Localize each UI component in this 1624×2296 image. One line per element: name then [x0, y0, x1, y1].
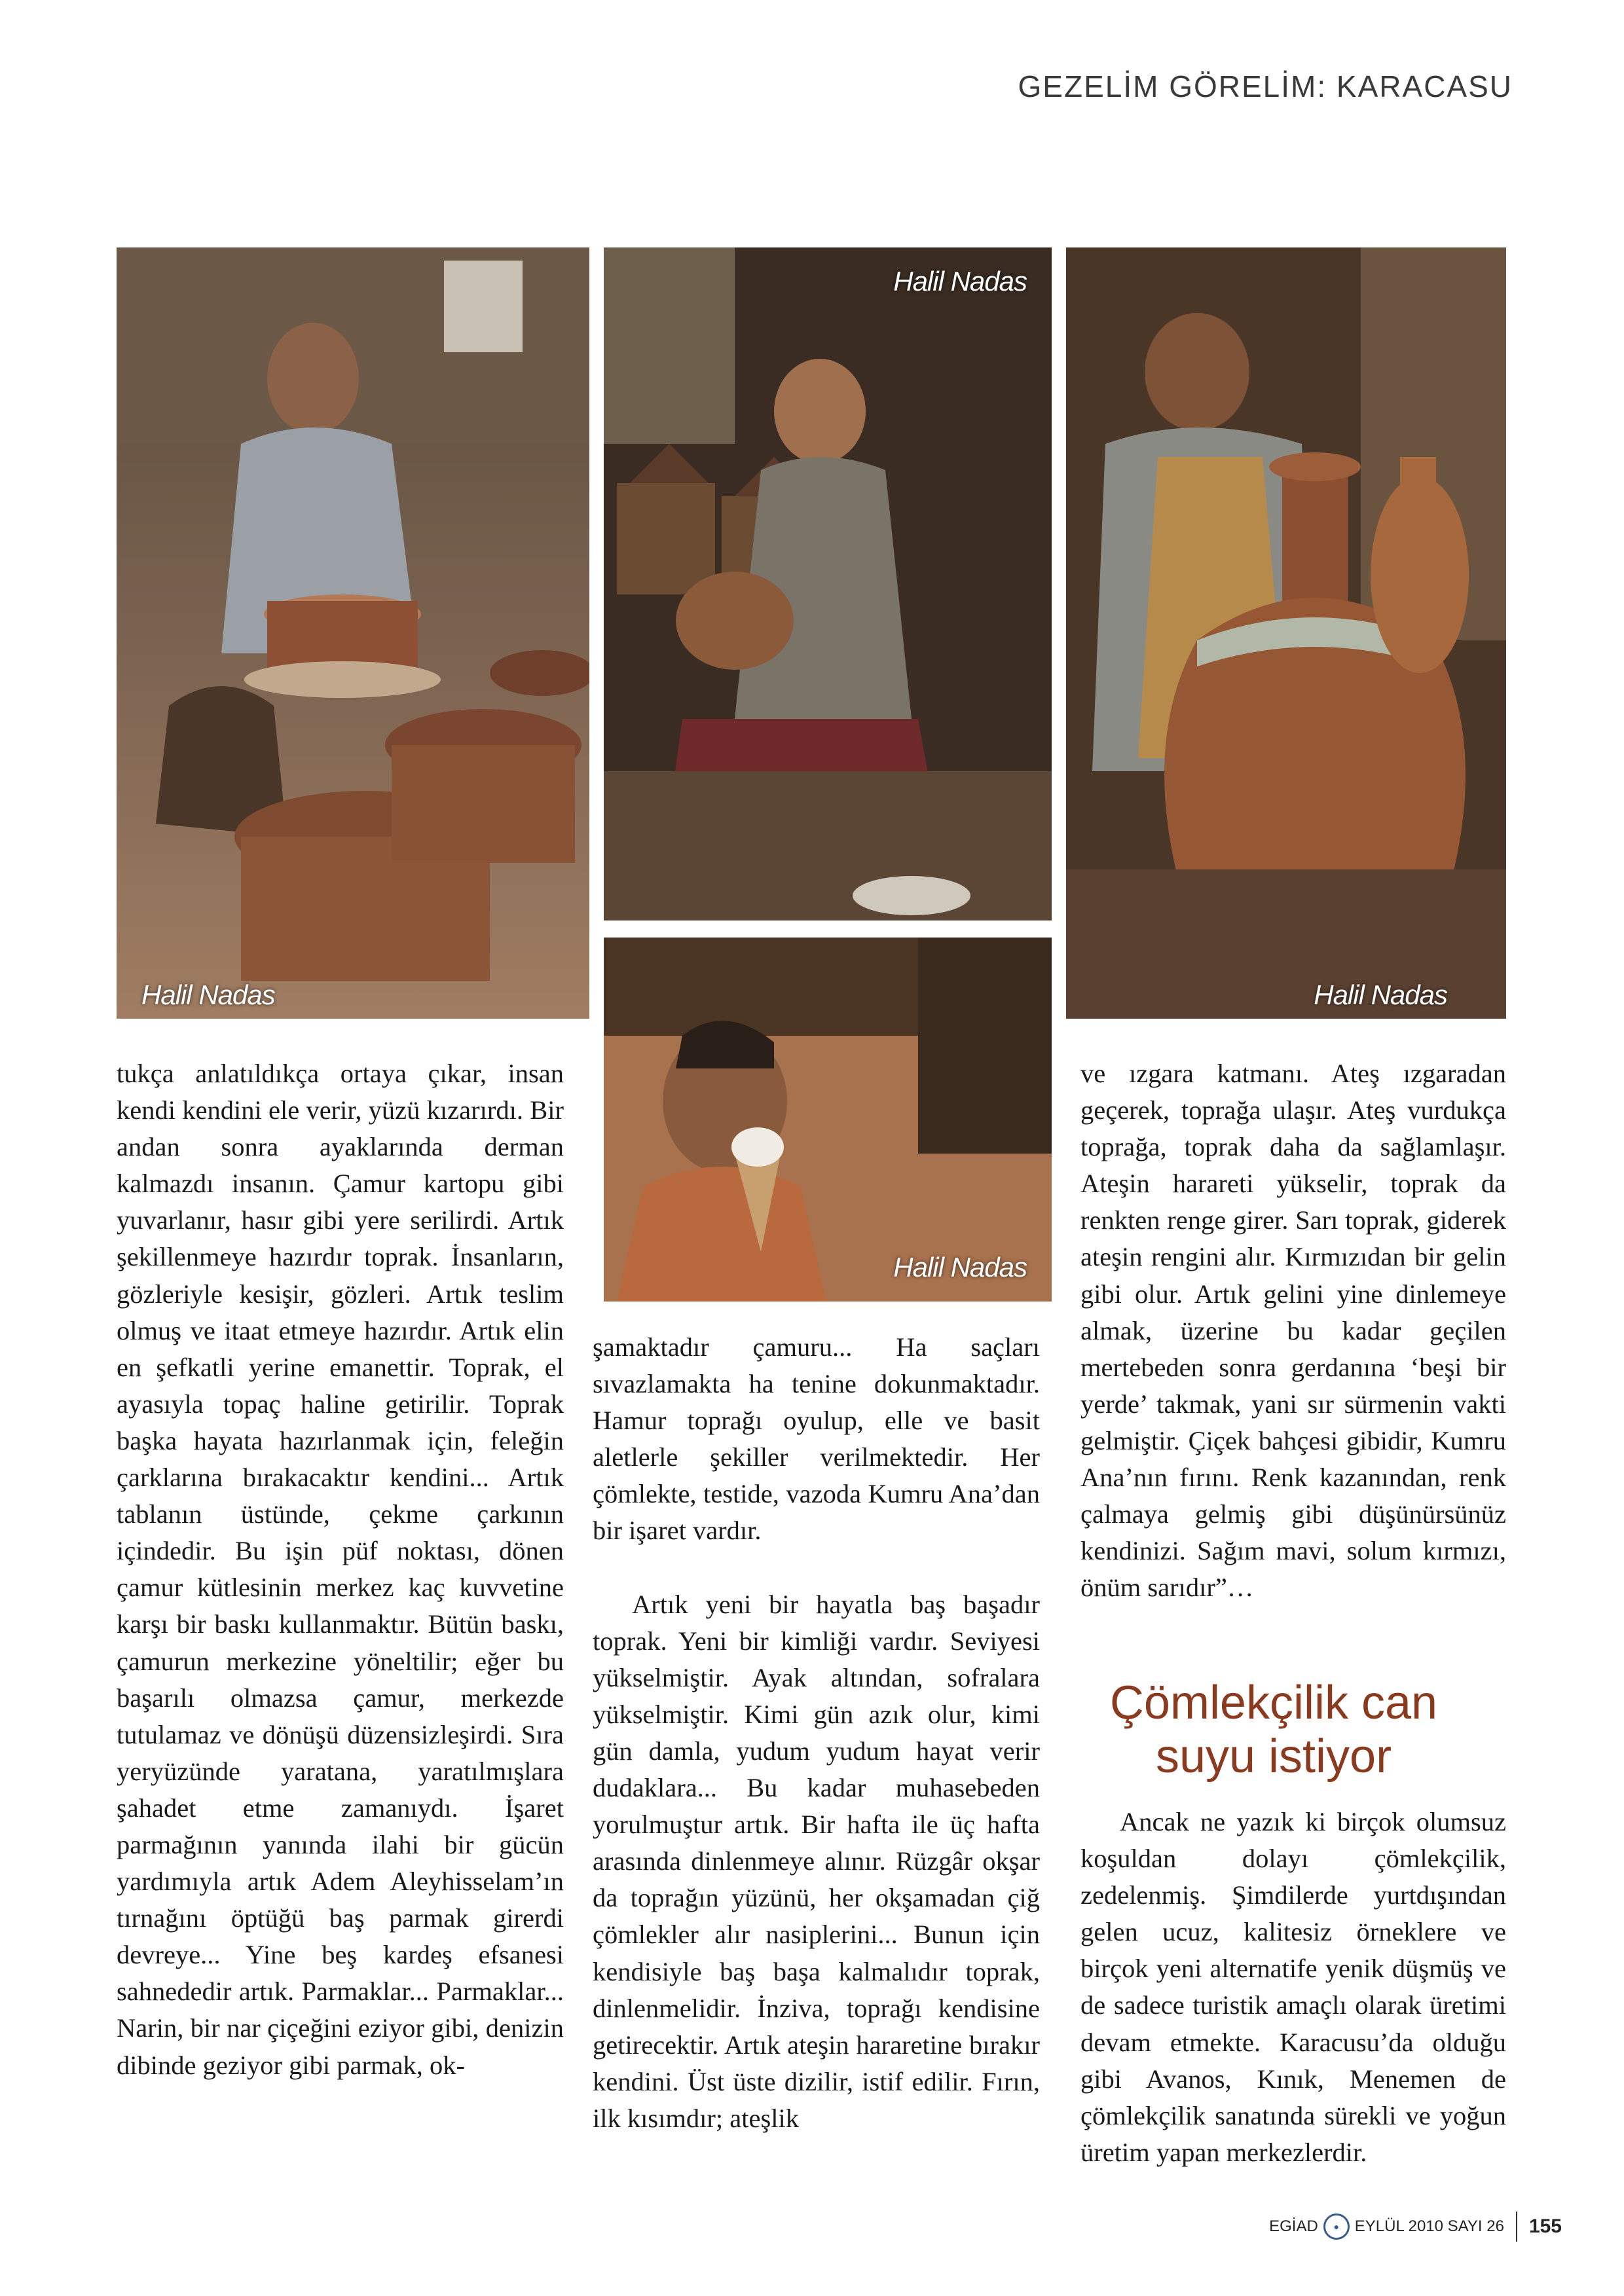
magazine-logo-icon: ●	[1323, 2214, 1350, 2240]
page-footer	[1269, 2212, 1562, 2242]
article-column-2	[593, 1329, 1040, 2137]
photo-credit: Halil Nadas	[893, 1252, 1027, 1283]
subheading-line-2: suyu istiyor	[1155, 1730, 1392, 1783]
article-column-1	[117, 1055, 564, 2084]
page-number: 155	[1528, 2215, 1562, 2237]
section-title: GEZELİM GÖRELİM: KARACASU	[1018, 69, 1513, 103]
article-paragraph: tukça anlatıldıkça ortaya çıkar, insan kendi kendini ele verir, yüzü kızarırdı. Bir andan sonra ayaklarında derman kalmazdı insanın. Çamur kartopu gibi yuvarlanır, hasır gibi yere serilirdi. Artık şekillenmeye hazırdır toprak. İnsanların, gözleriyle kesişir, gözleri. Artık teslim olmuş ve itaat etmeye hazırdır. Artık elin en şefkatli yerine emanettir. Toprak, el ayasıyla topaç haline getirilir. Toprak başka hayata hazırlanmak için, feleğin çarklarına bırakacaktır kendini... Artık tablanın üstünde, çekme çarkının içindedir. Bu işin püf noktası, dönen çamur kütlesinin merkez kaç kuvvetine karşı bir baskı kullanmaktır. Bütün baskı, çamurun merkezine yöneltilir; eğer bu başarılı olmazsa çamur, merkezde tutulamaz ve dönüşü düzensizleşirdi. Sıra yeryüzünde yaratana, yaratılmışlara şahadet etme zamanıydı. İşaret parmağının yanında ilahi bir gücün yardımıyla artık Adem Aleyhisselam’ın tırnağını öptüğü baş parmak girerdi devreye... Yine beş kardeş efsanesi sahnededir artık. Parmaklar... Parmaklar... Narin, bir nar çiçeğini eziyor gibi, denizin dibinde geziyor gibi parmak, ok-	[117, 1059, 564, 2080]
issue-label: EYLÜL 2010 SAYI 26	[1354, 2217, 1504, 2235]
article-paragraph: Ancak ne yazık ki birçok olumsuz koşuldan dolayı çömlekçilik, zedelenmiş. Şimdilerde yurtdışından gelen ucuz, kalitesiz örneklere ve birçok yeni alternatife yenik düşmüş ve de sadece turistik amaçlı olarak üretimi devam etmekte. Karacusu’da olduğu gibi Avanos, Kınık, Menemen de çömlekçilik sanatında sürekli ve yoğun üretim yapan merkezlerdir.	[1080, 1807, 1506, 2167]
photo-woman-pottery	[604, 247, 1052, 920]
photo-credit: Halil Nadas	[1314, 979, 1447, 1010]
subheading-line-1: Çömlekçilik can	[1109, 1677, 1438, 1729]
article-paragraph: ve ızgara katmanı. Ateş ızgaradan geçerek, toprağa ulaşır. Ateş vurdukça toprağa, toprak daha da sağlamlaşır. Ateşin harareti yükselir, toprak da renkten renge girer. Sarı toprak, giderek ateşin rengini alır. Kırmızıdan bir gelin gibi olur. Artık gelini yine dinlemeye almak, üzerine bu kadar geçilen mertebeden sonra gerdanına ‘beşi bir yerde’ takmak, yani sır sürmenin vakti gelmiştir. Çiçek bahçesi gibidir, Kumru Ana’nın fırını. Renk kazanından, renk çalmaya gelmiş gibi düşünürsünüz kendinizi. Sağım mavi, solum kırmızı, önüm sarıdır”…	[1080, 1059, 1506, 1603]
article-column-3	[1080, 1055, 1506, 1606]
photo-credit: Halil Nadas	[893, 266, 1027, 297]
magazine-name: EGİAD	[1269, 2217, 1318, 2235]
article-column-3-lower	[1080, 1804, 1506, 2171]
photo-potter-jar	[1066, 247, 1506, 1019]
photo-potter-wheel	[117, 247, 589, 1019]
footer-divider	[1516, 2212, 1517, 2242]
article-paragraph: şamaktadır çamuru... Ha saçları sıvazlamakta ha tenine dokunmaktadır. Hamur toprağı oyulup, elle ve basit aletlerle şekiller verilmektedir. Her çömlekte, testide, vazoda Kumru Ana’dan bir işaret vardır.	[593, 1332, 1040, 1546]
photo-credit: Halil Nadas	[141, 979, 275, 1010]
photo-boy-icecream	[604, 938, 1052, 1302]
article-paragraph: Artık yeni bir hayatla baş başadır toprak. Yeni bir kimliği vardır. Seviyesi yükselmiştir. Ayak altından, sofralara yükselmiştir. Kimi gün azık olur, kimi gün damla, yudum yudum hayat verir dudaklara... Bu kadar muhasebeden yorulmuştur artık. Bir hafta ile üç hafta arasında dinlenmeye alınır. Rüzgâr okşar da toprağın yüzünü, her okşamadan çiğ çömlekler alır nasiplerini... Bunun için kendisiyle baş başa kalmalıdır toprak, dinlenmelidir. İnziva, toprağı kendisine getirecektir. Artık ateşin hararetine bırakır kendini. Üst üste dizilir, istif edilir. Fırın, ilk kısımdır; ateşlik	[593, 1589, 1040, 2133]
section-subheading	[1077, 1676, 1470, 1783]
